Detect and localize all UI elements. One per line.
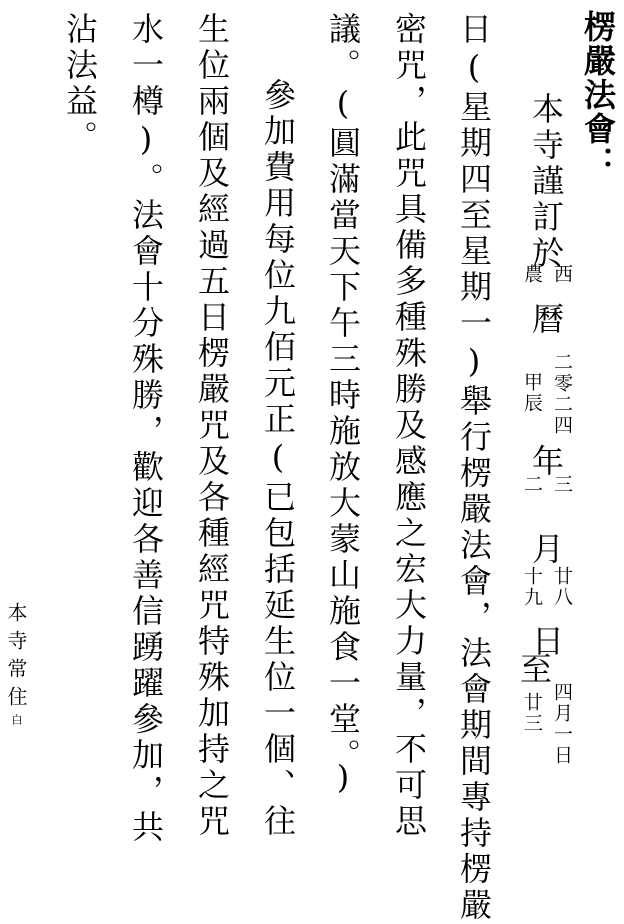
month-label: 月	[527, 532, 565, 568]
body-line-2: 密咒，此咒具備多種殊勝及感應之宏大力量，不可思	[390, 12, 428, 840]
month-solar: 三	[551, 474, 573, 495]
month-lunar: 二	[521, 474, 543, 495]
day-lunar: 十九	[521, 566, 543, 608]
year-solar: 二零二四	[551, 352, 573, 436]
day-solar: 廿八	[551, 566, 573, 608]
signature-main: 本寺常住	[4, 602, 28, 714]
end-date-lunar: 廿三	[521, 692, 543, 734]
intro-text: 本寺謹訂於	[527, 92, 565, 272]
to-label: 至	[515, 652, 553, 688]
calendar-lunar: 農	[521, 264, 543, 285]
body-line-1: 日(星期四至星期一)舉行楞嚴法會，法會期間專持楞嚴	[455, 12, 493, 924]
signature-suffix: 白	[10, 714, 23, 733]
signature	[6, 602, 26, 733]
body-line-5: 生位兩個及經過五日楞嚴咒及各種經咒特殊加持之咒	[193, 12, 231, 840]
body-line-6: 水一樽)。法會十分殊勝，歡迎各善信踴躍參加，共	[127, 12, 165, 846]
calendar-solar: 西	[551, 264, 573, 285]
day-label: 日	[527, 624, 565, 660]
notice-title: 楞嚴法會：	[579, 10, 617, 180]
body-line-3: 議。(圓滿當天下午三時施放大蒙山施食一堂。)	[324, 12, 362, 800]
calendar-li: 曆	[527, 302, 565, 338]
year-label: 年	[527, 444, 565, 480]
body-line-7: 沾法益。	[61, 12, 99, 156]
year-lunar: 甲辰	[521, 372, 543, 414]
body-line-4: 參加費用每位九佰元正(已包括延生位一個、往	[259, 78, 297, 840]
end-date-solar: 四月一日	[551, 682, 573, 766]
